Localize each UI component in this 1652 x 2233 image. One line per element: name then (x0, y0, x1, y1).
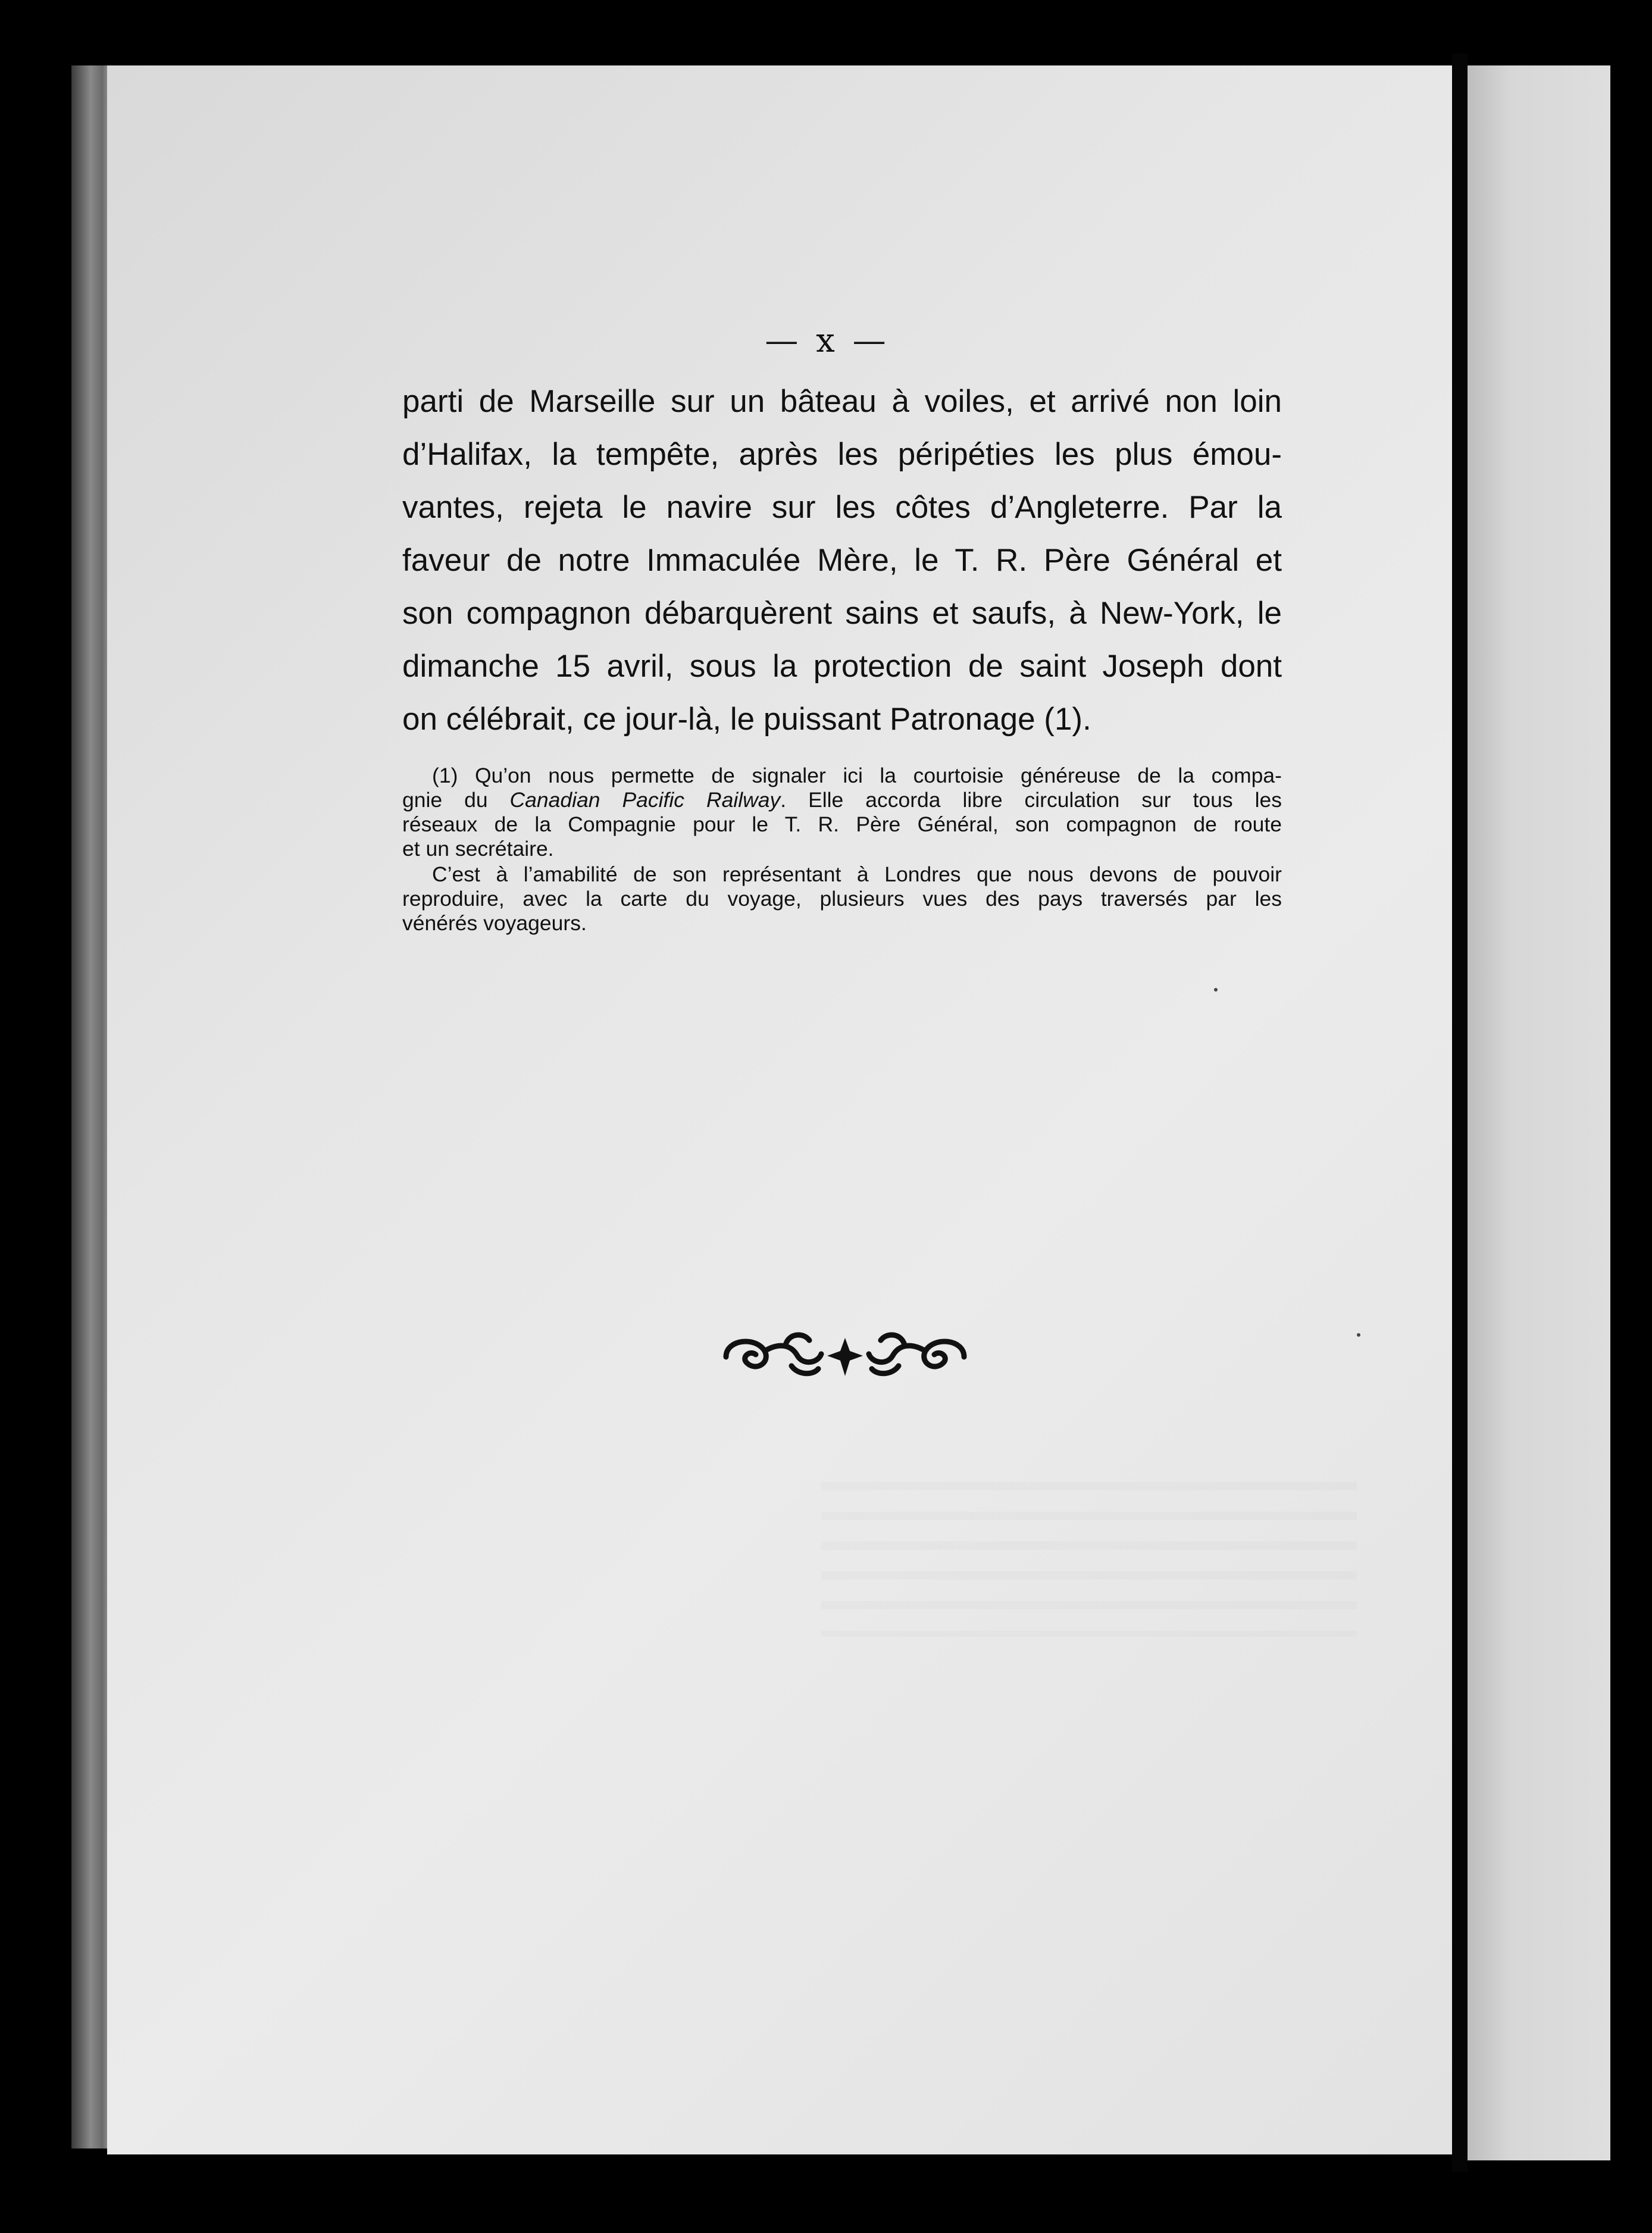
footnote-line: (1) Qu’on nous permette de signaler ici la courtoisie généreuse de la compa- (432, 764, 1282, 787)
body-line: vantes, rejeta le navire sur les côtes d’Angleterre. Par la (402, 490, 1282, 525)
body-line: son compagnon débarquèrent sains et saufs, à New-York, le (402, 596, 1282, 631)
scan-right-border (1610, 0, 1652, 2233)
show-through-bleed (821, 1482, 1357, 1637)
footnote-line: reproduire, avec la carte du voyage, plusieurs vues des pays traversés par les (402, 887, 1282, 911)
footnote-1 (402, 764, 1282, 861)
paper-speck (1214, 988, 1218, 992)
body-line: d’Halifax, la tempête, après les péripéties les plus émou- (402, 437, 1282, 472)
company-name: Canadian Pacific Railway (509, 788, 781, 812)
footnote-line (402, 788, 1282, 812)
page-number: — x — (765, 321, 890, 360)
body-line: faveur de notre Immaculée Mère, le T. R. Père Général et (402, 543, 1282, 578)
footnote-line: et un secrétaire. (402, 837, 554, 861)
footnote-line: vénérés voyageurs. (402, 911, 587, 935)
fleuron-ornament-icon (714, 1321, 976, 1393)
body-line: on célébrait, ce jour-là, le puissant Patronage (1). (402, 702, 1091, 737)
footnote-text: . Elle accorda libre circulation sur tous les (780, 788, 1282, 812)
body-line: parti de Marseille sur un bâteau à voiles, et arrivé non loin (402, 384, 1282, 419)
body-paragraph (402, 375, 1282, 746)
footnote-line: réseaux de la Compagnie pour le T. R. Père Général, son compagnon de route (402, 812, 1282, 836)
paper-speck (1357, 1333, 1360, 1337)
footnote-2 (402, 862, 1282, 936)
facing-page-edge (1468, 65, 1610, 2160)
footnote-text: gnie du (402, 788, 510, 812)
body-line: dimanche 15 avril, sous la protection de saint Joseph dont (402, 649, 1282, 684)
book-gutter (1452, 54, 1468, 2172)
footnote-line: C’est à l’amabilité de son représentant à Londres que nous devons de pouvoir (432, 862, 1282, 886)
footnotes (402, 764, 1282, 936)
